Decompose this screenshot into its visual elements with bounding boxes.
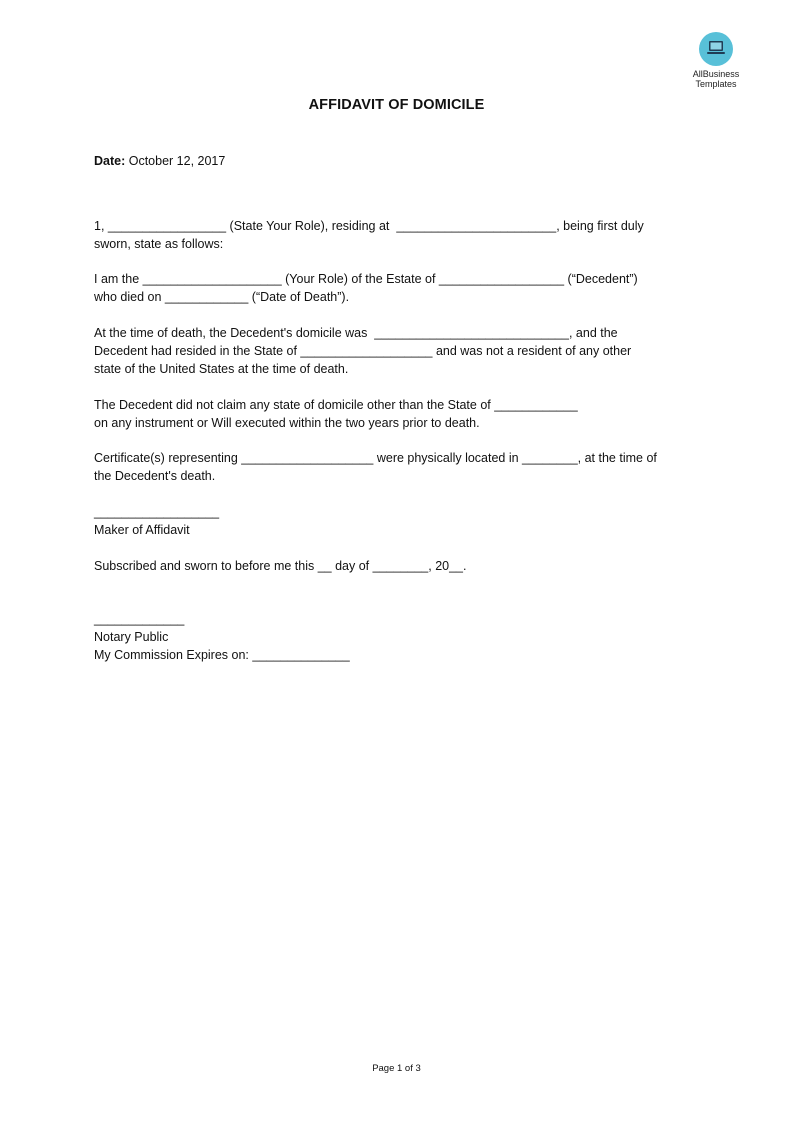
paragraph-4-line-2: on any instrument or Will executed within the two years prior to death. (94, 416, 480, 430)
notary-label: Notary Public (94, 630, 169, 644)
paragraph-1-line-2: sworn, state as follows: (94, 237, 224, 251)
paragraph-2-line-1: I am the ____________________ (Your Role) of the Estate of __________________ (“Decedent”) (94, 272, 638, 286)
logo-line-2: Templates (695, 79, 737, 89)
notary-signature-line: _____________ (94, 612, 185, 626)
logo-line-1: AllBusiness (692, 69, 740, 79)
date-label: Date: (94, 154, 126, 168)
maker-label: Maker of Affidavit (94, 523, 190, 537)
date-value: October 12, 2017 (125, 154, 226, 168)
paragraph-3-line-2: Decedent had resided in the State of ___________________ and was not a resident of any other (94, 344, 632, 358)
paragraph-5-line-1: Certificate(s) representing ___________________ were physically located in ________, at the time of (94, 451, 657, 465)
paragraph-5-line-2: the Decedent's death. (94, 469, 216, 483)
laptop-icon (699, 32, 733, 66)
maker-signature-line: __________________ (94, 505, 220, 519)
paragraph-3-line-1: At the time of death, the Decedent's domicile was ____________________________, and the (94, 326, 618, 340)
date-line (94, 152, 225, 170)
paragraph-4-line-1: The Decedent did not claim any state of domicile other than the State of ____________ (94, 398, 578, 412)
subscribed-statement: Subscribed and sworn to before me this __ day of ________, 20__. (94, 559, 467, 573)
commission-expires: My Commission Expires on: ______________ (94, 648, 350, 662)
logo (682, 32, 750, 89)
paragraph-2-line-2: who died on ____________ (“Date of Death”). (94, 290, 350, 304)
paragraph-3-line-3: state of the United States at the time of death. (94, 362, 349, 376)
document-title: AFFIDAVIT OF DOMICILE (308, 97, 485, 113)
page-number: Page 1 of 3 (372, 1063, 421, 1074)
paragraph-1-line-1: 1, _________________ (State Your Role), residing at _______________________, being first duly (94, 219, 644, 233)
logo-text (682, 69, 750, 89)
